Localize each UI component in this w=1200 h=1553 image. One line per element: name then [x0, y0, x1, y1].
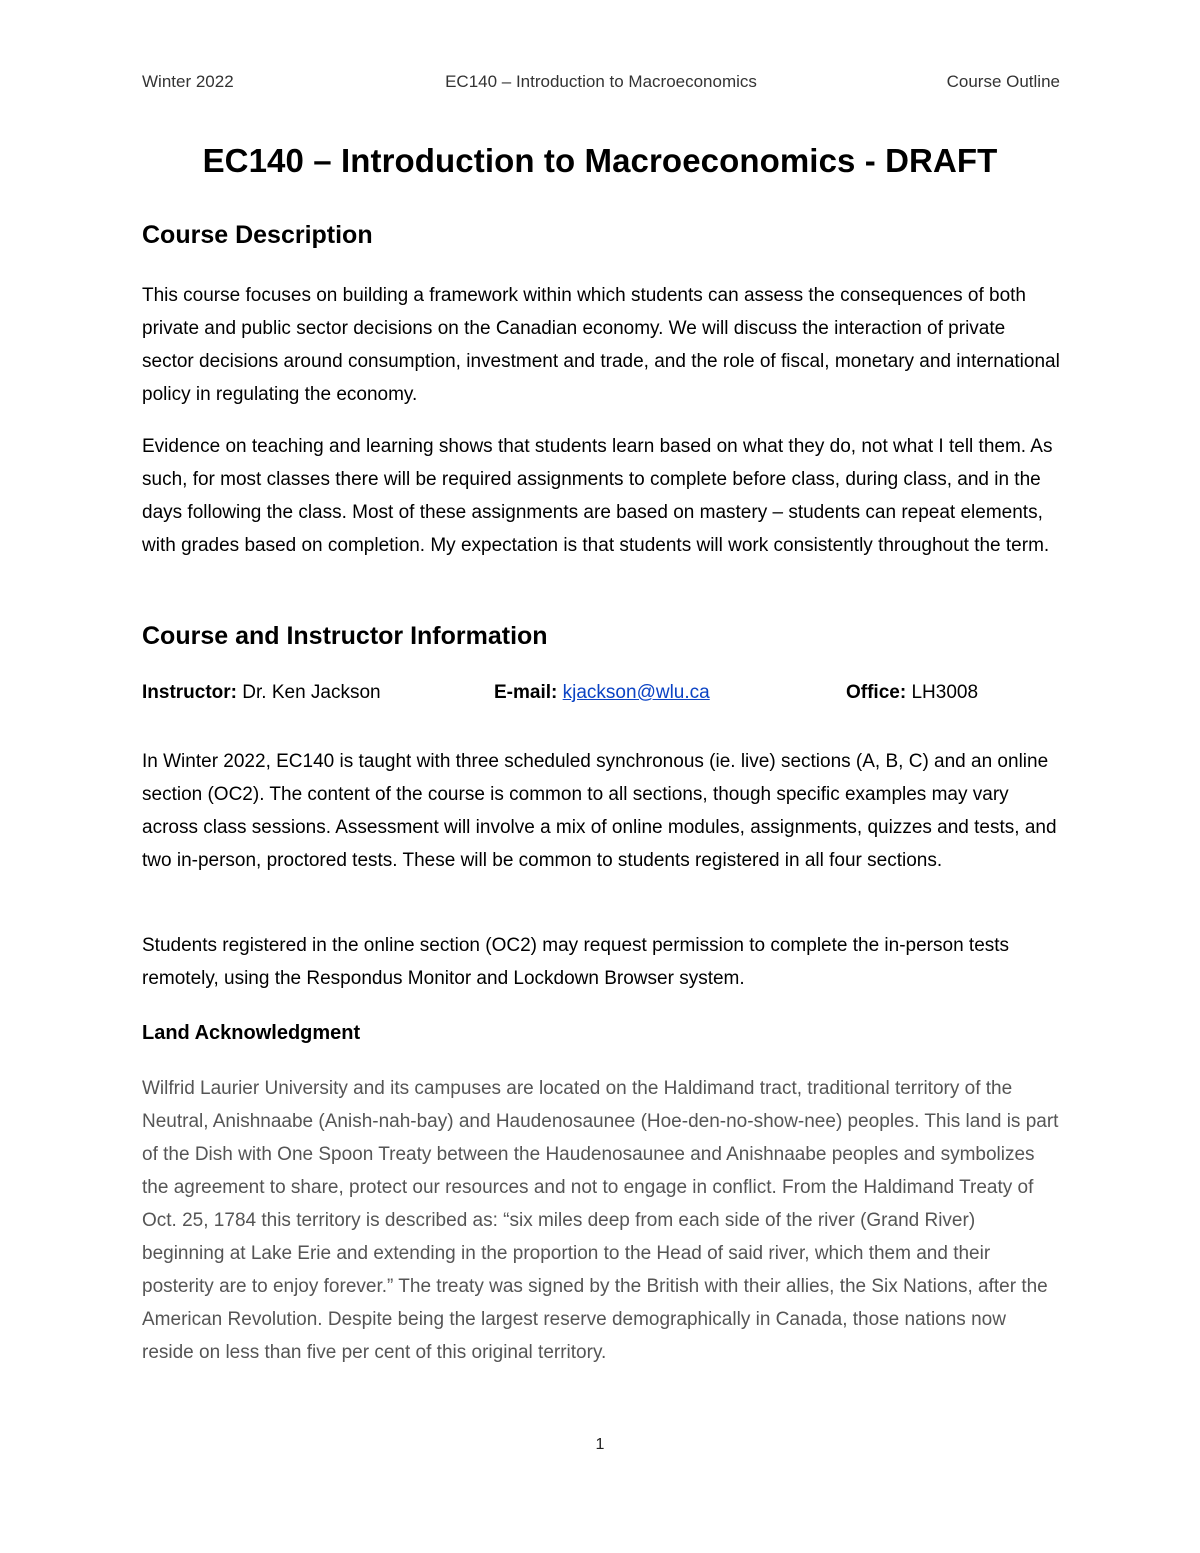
course-info-paragraph-1: In Winter 2022, EC140 is taught with three scheduled synchronous (ie. live) sections (A, B, C) and an online section (OC2). The content of the course is common to all sections, though specific examples may vary across class sessions. Assessment will involve a mix of online modules, assignments, quizzes and tests, and two in-person, proctored tests. These will be common to students registered in all four sections. [142, 751, 1057, 871]
course-info-paragraph-2: Students registered in the online section (OC2) may request permission to complete the in-person tests remotely, using the Respondus Monitor and Lockdown Browser system. [142, 935, 1010, 989]
course-description-paragraph-2: Evidence on teaching and learning shows that students learn based on what they do, not what I tell them. As such, for most classes there will be required assignments to complete before class, during class, and in the days following the class. Most of these assignments are based on mastery – students can repeat elements, with grades based on completion. My expectation is that students will work consistently throughout the term. [142, 436, 1053, 556]
email-field [494, 682, 710, 704]
course-description-paragraph-1: This course focuses on building a framework within which students can assess the consequences of both private and public sector decisions on the Canadian economy. We will discuss the interaction of private sector decisions around consumption, investment and trade, and the role of fiscal, monetary and international policy in regulating the economy. [142, 285, 1060, 405]
instructor-contact-row [142, 682, 1060, 710]
email-label: E-mail: [494, 682, 558, 703]
land-acknowledgment-heading: Land Acknowledgment [142, 1022, 361, 1044]
office-field [846, 682, 978, 704]
page-number: 1 [595, 1436, 605, 1453]
course-info-heading: Course and Instructor Information [142, 622, 548, 650]
email-link[interactable]: kjackson@wlu.ca [562, 682, 710, 703]
office-label: Office: [846, 682, 907, 703]
land-acknowledgment-text: Wilfrid Laurier University and its campuses are located on the Haldimand tract, traditional territory of the Neutral, Anishnaabe (Anish-nah-bay) and Haudenosaunee (Hoe-den-no-show-nee) peoples. This land is part of the Dish with One Spoon Treaty between the Haudenosaunee and Anishnaabe peoples and symbolizes the agreement to share, protect our resources and not to engage in conflict. From the Haldimand Treaty of Oct. 25, 1784 this territory is described as: “six miles deep from each side of the river (Grand River) beginning at Lake Erie and extending in the proportion to the Head of said river, which them and their posterity are to enjoy forever.” The treaty was signed by the British with their allies, the Six Nations, after the American Revolution. Despite being the largest reserve demographically in Canada, those nations now reside on less than five per cent of this original territory. [142, 1078, 1059, 1363]
office-value: LH3008 [911, 682, 979, 703]
instructor-name: Dr. Ken Jackson [242, 682, 381, 703]
instructor-field [142, 682, 381, 704]
instructor-label: Instructor: [142, 682, 237, 703]
header-term: Winter 2022 [142, 72, 234, 91]
header-course: EC140 – Introduction to Macroeconomics [445, 72, 757, 91]
document-title: EC140 – Introduction to Macroeconomics - DRAFT [202, 142, 998, 179]
header-doc-type: Course Outline [946, 72, 1060, 91]
running-header [142, 72, 1060, 96]
course-description-heading: Course Description [142, 221, 373, 249]
